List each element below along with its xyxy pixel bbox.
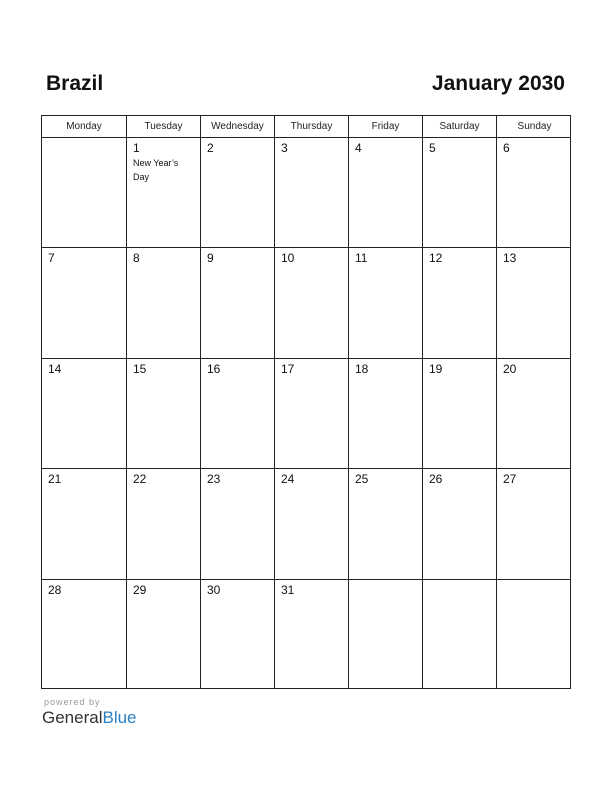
day-cell	[349, 138, 423, 247]
day-number: 16	[207, 361, 221, 376]
day-cell	[275, 248, 349, 357]
brand-logo[interactable]	[42, 708, 137, 728]
brand-general-text: General	[42, 708, 103, 727]
week-row	[42, 580, 570, 689]
weekday-thursday: Thursday	[275, 116, 349, 137]
day-cell	[127, 359, 201, 468]
weekday-saturday: Saturday	[423, 116, 497, 137]
day-number: 17	[281, 361, 295, 376]
weekday-wednesday: Wednesday	[201, 116, 275, 137]
day-cell	[349, 469, 423, 578]
day-number: 20	[503, 361, 517, 376]
weekday-monday: Monday	[42, 116, 127, 137]
day-number: 8	[133, 251, 140, 266]
week-row	[42, 248, 570, 358]
day-number: 14	[48, 361, 62, 376]
day-cell	[497, 469, 572, 578]
day-number: 10	[281, 251, 295, 266]
day-number: 6	[503, 141, 510, 155]
day-cell	[275, 469, 349, 578]
holiday-label: New Year’s Day	[133, 158, 179, 182]
day-cell	[423, 138, 497, 247]
day-cell	[497, 248, 572, 357]
day-cell	[201, 580, 275, 689]
day-cell	[497, 580, 572, 689]
day-number: 26	[429, 472, 443, 487]
weekday-friday: Friday	[349, 116, 423, 137]
week-row	[42, 359, 570, 469]
day-cell	[201, 359, 275, 468]
day-cell	[127, 138, 201, 247]
day-number: 25	[355, 472, 369, 487]
day-number: 18	[355, 361, 369, 376]
day-cell	[349, 580, 423, 689]
month-title: January 2030	[431, 72, 565, 95]
day-cell	[42, 248, 127, 357]
day-number: 27	[503, 472, 517, 487]
day-number: 21	[48, 472, 62, 487]
weekday-tuesday: Tuesday	[127, 116, 201, 137]
day-cell	[127, 248, 201, 357]
day-number: 2	[207, 141, 214, 155]
day-cell	[423, 580, 497, 689]
day-cell	[42, 138, 127, 247]
day-number: 28	[48, 582, 62, 597]
day-cell	[275, 138, 349, 247]
day-number: 13	[503, 251, 517, 266]
day-cell	[201, 138, 275, 247]
country-title: Brazil	[46, 72, 104, 95]
day-cell	[127, 580, 201, 689]
day-number: 19	[429, 361, 443, 376]
day-cell	[349, 248, 423, 357]
day-number: 31	[281, 582, 295, 597]
day-number: 3	[281, 141, 288, 155]
day-cell	[42, 580, 127, 689]
day-cell	[42, 359, 127, 468]
week-row	[42, 469, 570, 579]
day-cell	[42, 469, 127, 578]
weekday-header-row	[42, 116, 570, 138]
week-row	[42, 138, 570, 248]
day-cell	[275, 359, 349, 468]
day-cell	[201, 469, 275, 578]
day-cell	[423, 248, 497, 357]
day-number: 15	[133, 361, 147, 376]
powered-by-label: powered by	[44, 697, 101, 707]
day-number: 7	[48, 251, 55, 266]
day-cell	[497, 138, 572, 247]
day-number: 9	[207, 251, 214, 266]
day-number: 29	[133, 582, 147, 597]
day-cell	[497, 359, 572, 468]
brand-blue-text: Blue	[102, 708, 137, 727]
day-number: 22	[133, 472, 147, 487]
day-number: 23	[207, 472, 221, 487]
weekday-sunday: Sunday	[517, 121, 552, 132]
weeks-container	[42, 138, 570, 689]
day-cell	[423, 469, 497, 578]
day-number: 24	[281, 472, 295, 487]
day-number: 4	[355, 141, 362, 155]
calendar-grid	[41, 115, 571, 689]
day-cell	[275, 580, 349, 689]
day-cell	[201, 248, 275, 357]
day-number: 5	[429, 141, 436, 155]
day-number: 1	[133, 141, 140, 155]
day-number: 11	[355, 251, 368, 266]
day-cell	[127, 469, 201, 578]
day-cell	[423, 359, 497, 468]
day-number: 30	[207, 582, 221, 597]
day-cell	[349, 359, 423, 468]
day-number: 12	[429, 251, 443, 266]
